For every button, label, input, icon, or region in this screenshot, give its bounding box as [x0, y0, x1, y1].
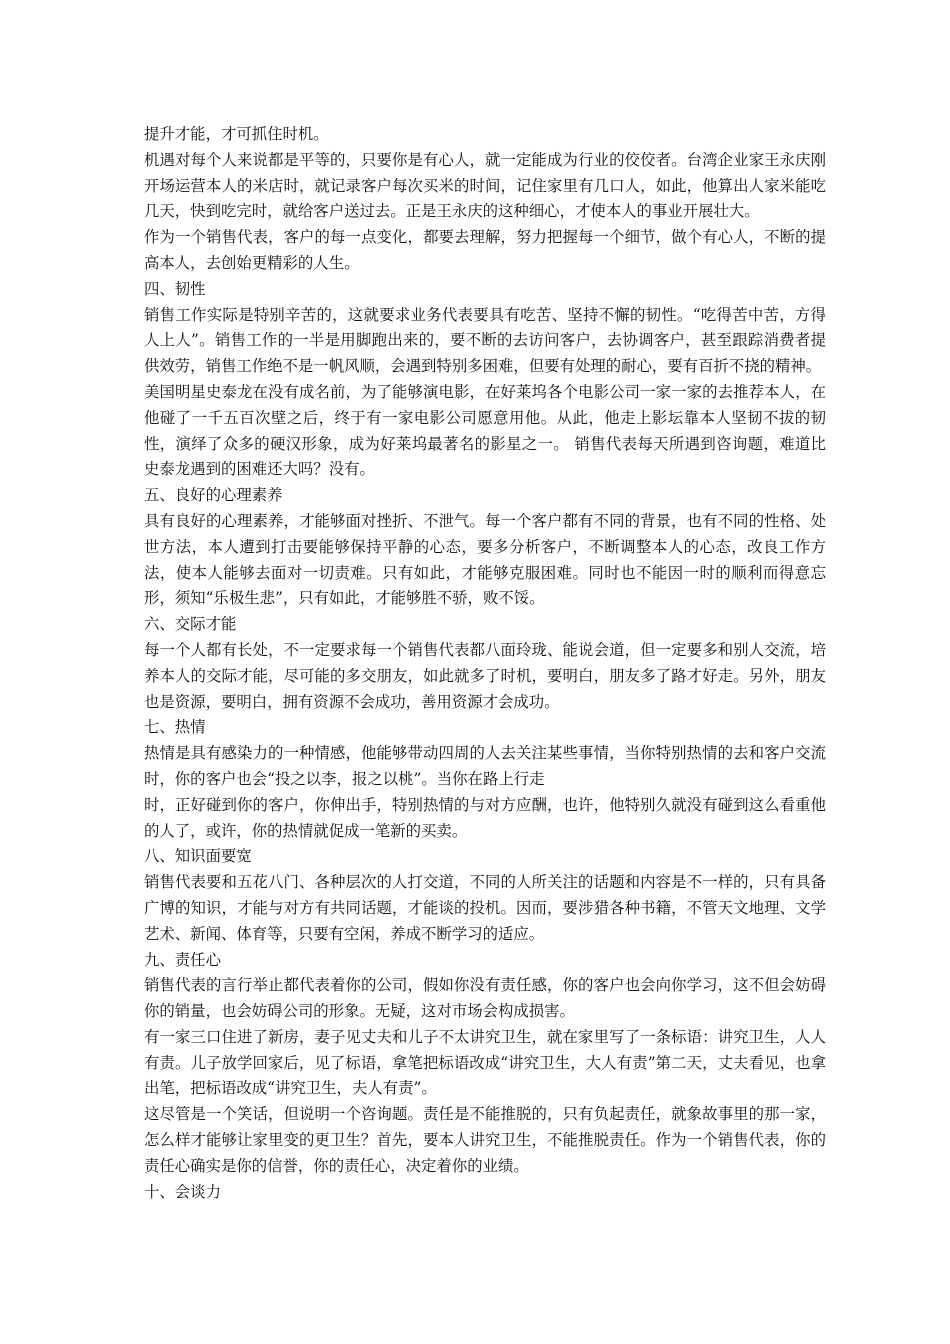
paragraph: 每一个人都有长处，不一定要求每一个销售代表都八面玲珑、能说会道，但一定要多和别人交流，培养本人的交际才能，尽可能的多交朋友，如此就多了时机，要明白，朋友多了路才好走。另外，朋友也是资源，要明白，拥有资源不会成功，善用资源才会成功。 — [144, 640, 826, 711]
section-heading: 四、韧性 — [144, 279, 206, 298]
paragraph: 时，正好碰到你的客户，你伸出手，特别热情的与对方应酬，也许，他特别久就没有碰到这么看重他的人了，或许，你的热情就促成一笔新的买卖。 — [144, 795, 826, 840]
section-heading: 九、责任心 — [144, 950, 221, 969]
section-heading: 十、会谈力 — [144, 1182, 221, 1201]
section-heading: 六、交际才能 — [144, 615, 237, 634]
paragraph: 有一家三口住进了新房，妻子见丈夫和儿子不太讲究卫生，就在家里写了一条标语：讲究卫生，人人有责。儿子放学回家后，见了标语，拿笔把标语改成“讲究卫生，大人有责”第二天，丈夫看见，也拿出笔，把标语改成“讲究卫生，夫人有责”。 — [144, 1027, 826, 1098]
section-heading: 五、良好的心理素养 — [144, 486, 283, 505]
paragraph: 这尽管是一个笑话，但说明一个咨询题。责任是不能推脱的，只有负起责任，就象故事里的那一家，怎么样才能够让家里变的更卫生？首先，要本人讲究卫生，不能推脱责任。作为一个销售代表，你的责任心确实是你的信誉，你的责任心，决定着你的业绩。 — [144, 1105, 826, 1175]
paragraph: 销售代表的言行举止都代表着你的公司，假如你没有责任感，你的客户也会向你学习，这不但会妨碍你的销量，也会妨碍公司的形象。无疑，这对市场会构成损害。 — [144, 976, 826, 1021]
paragraph: 提升才能，才可抓住时机。 — [144, 125, 329, 143]
paragraph: 作为一个销售代表，客户的每一点变化，都要去理解，努力把握每一个细节，做个有心人，不断的提高本人，去创始更精彩的人生。 — [144, 228, 826, 272]
paragraph: 具有良好的心理素养，才能够面对挫折、不泄气。每一个客户都有不同的背景，也有不同的性格、处世方法，本人遭到打击要能够保持平静的心态，要多分析客户，不断调整本人的心态，改良工作方法，使本人能够去面对一切责难。只有如此，才能够克服困难。同时也不能因一时的顺利而得意忘形，须知“乐极生悲”，只有如此，才能够胜不骄，败不馁。 — [144, 511, 826, 608]
paragraph: 机遇对每个人来说都是平等的，只要你是有心人，就一定能成为行业的佼佼者。台湾企业家王永庆刚开场运营本人的米店时，就记录客户每次买米的时间，记住家里有几口人，如此，他算出人家米能吃几天，快到吃完时，就给客户送过去。正是王永庆的这种细心，才使本人的事业开展壮大。 — [144, 150, 826, 221]
section-heading: 七、热情 — [144, 718, 206, 737]
section-heading: 八、知识面要宽 — [144, 847, 252, 866]
paragraph: 销售代表要和五花八门、各种层次的人打交道，不同的人所关注的话题和内容是不一样的，只有具备广博的知识，才能与对方有共同话题，才能谈的投机。因而，要涉猎各种书籍，不管天文地理、文学艺术、新闻、体育等，只要有空闲，养成不断学习的适应。 — [144, 873, 826, 943]
paragraph: 热情是具有感染力的一种情感，他能够带动四周的人去关注某些事情，当你特别热情的去和客户交流时，你的客户也会“投之以李，报之以桃”。当你在路上行走 — [144, 744, 826, 788]
document-page — [144, 122, 826, 1205]
paragraph: 销售工作实际是特别辛苦的，这就要求业务代表要具有吃苦、坚持不懈的韧性。“吃得苦中苦，方得人上人”。销售工作的一半是用脚跑出来的，要不断的去访问客户，去协调客户，甚至跟踪消费者提供效劳，销售工作绝不是一帆风顺，会遇到特别多困难，但要有处理的耐心，要有百折不挠的精神。 — [144, 305, 826, 376]
paragraph: 美国明星史泰龙在没有成名前，为了能够演电影，在好莱坞各个电影公司一家一家的去推荐本人，在他碰了一千五百次壁之后，终于有一家电影公司愿意用他。从此，他走上影坛靠本人坚韧不拔的韧性，演绎了众多的硬汉形象，成为好莱坞最著名的影星之一。 销售代表每天所遇到咨询题，难道比史泰龙遇到的困难还大吗？没有。 — [144, 382, 826, 479]
